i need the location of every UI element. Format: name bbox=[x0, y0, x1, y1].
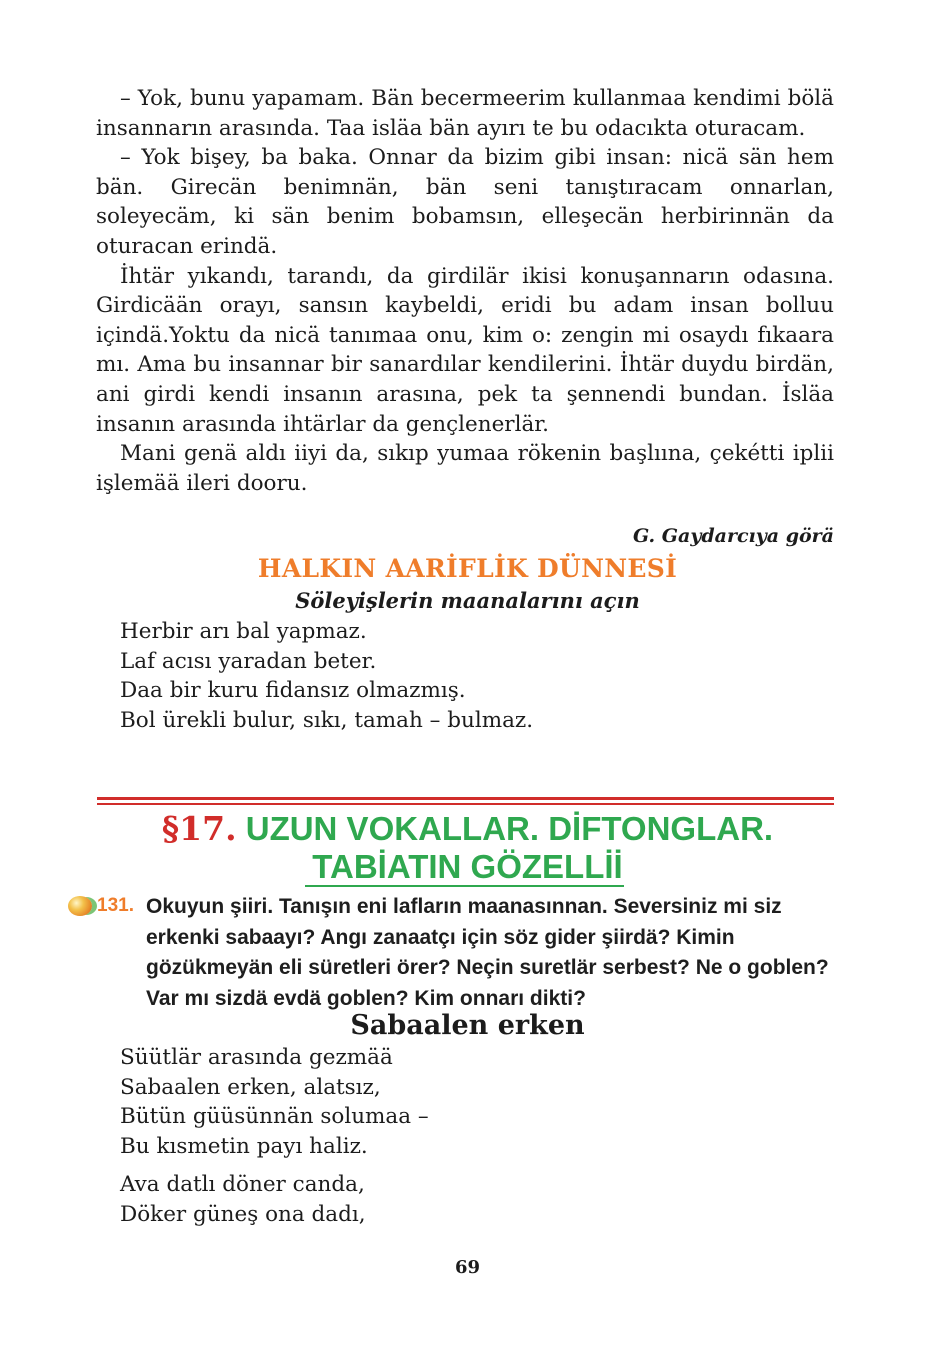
folk-wisdom-instruction: Söleyişlerin maanalarını açın bbox=[295, 588, 640, 613]
story-attribution: G. Gaydarcıya görä bbox=[633, 525, 834, 547]
dialogue-paragraph-1: – Yok, bunu yapamam. Bän becermeerim kullanmaa kendimi bölä insannarın arasında. Taa isläa bän ayırı te bu odacıkta oturacam. bbox=[96, 86, 834, 141]
section-title-underline bbox=[305, 885, 624, 887]
exercise-bullet-icon bbox=[68, 896, 92, 916]
narrative-paragraph-1: İhtär yıkandı, tarandı, da girdilär ikisi konuşannarın odasına. Girdicään orayı, sansın kaybeldi, eridi bu adam insan bolluu içindä.Yoktu da nicä tanımaa onu, kim o: zengin mi osaydı fıkaara mı. Ama bu insannar bir sanardılar kendilerini. İhtär duydu birdän, ani girdi kendi insanın arasına, pek ta şennendi bundan. İsläa insanın arasında ihtärlar da gençlenerlär. bbox=[96, 263, 834, 437]
poem-stanza-2 bbox=[120, 1170, 366, 1229]
narrative-paragraph-2: Mani genä aldı iiyi da, sıkıp yumaa rökenin başlıına, çekétti iplii işlemää ileri dooru. bbox=[96, 441, 834, 496]
saying-item: Laf acısı yaradan beter. bbox=[120, 648, 377, 674]
section-divider-top bbox=[97, 797, 834, 800]
dialogue-paragraph-2: – Yok bişey, ba baka. Onnar da bizim gibi insan: nicä sän hem bän. Girecän benimnän, bän seni tanıştıracam onnarlan, soleyecäm, ki sän benim bobamsın, elleşecän herbirinnän da oturacan erindä. bbox=[96, 145, 834, 259]
poem-line: Sabaalen erken, alatsız, bbox=[120, 1074, 381, 1100]
poem-line: Bütün güüsünnän solumaa – bbox=[120, 1104, 429, 1130]
sayings-list bbox=[120, 617, 533, 735]
section-heading bbox=[0, 810, 935, 886]
poem-line: Ava datlı döner canda, bbox=[120, 1172, 365, 1197]
saying-item: Herbir arı bal yapmaz. bbox=[120, 619, 367, 644]
section-title-text: UZUN VOKALLAR. DİFTONGLAR. bbox=[245, 810, 774, 847]
poem-line: Süütlär arasında gezmää bbox=[120, 1045, 393, 1070]
saying-item: Daa bir kuru fidansız olmazmış. bbox=[120, 678, 466, 704]
poem-title: Sabaalen erken bbox=[350, 1010, 585, 1041]
page-number: 69 bbox=[454, 1257, 481, 1278]
section-heading-line-2: TABİATIN GÖZELLİİ bbox=[312, 848, 623, 885]
folk-wisdom-heading: HALKIN AARİFLİK DÜNNESİ bbox=[257, 554, 678, 583]
poem-line: Bu kısmetin payı haliz. bbox=[120, 1133, 368, 1159]
poem-stanza-1 bbox=[120, 1043, 429, 1161]
poem-line: Döker güneş ona dadı, bbox=[120, 1201, 366, 1227]
exercise-instructions: Okuyun şiiri. Tanışın eni lafların maanasınnan. Seversiniz mi siz erkenki sabaayı? Angı zanaatçı için söz gider şiirdä? Kimin gözükmeyän eli süretleri örer? Neçin suretlär serbest? Ne o goblen? Var mı sizdä evdä goblen? Kim onnarı dikti? bbox=[146, 895, 829, 1010]
section-divider-bottom bbox=[97, 803, 834, 805]
section-heading-line-1 bbox=[0, 810, 935, 848]
section-number: §17. bbox=[161, 809, 237, 848]
exercise-number: 131. bbox=[97, 895, 134, 916]
saying-item: Bol ürekli bulur, sıkı, tamah – bulmaz. bbox=[120, 707, 534, 733]
story-text bbox=[96, 84, 834, 498]
